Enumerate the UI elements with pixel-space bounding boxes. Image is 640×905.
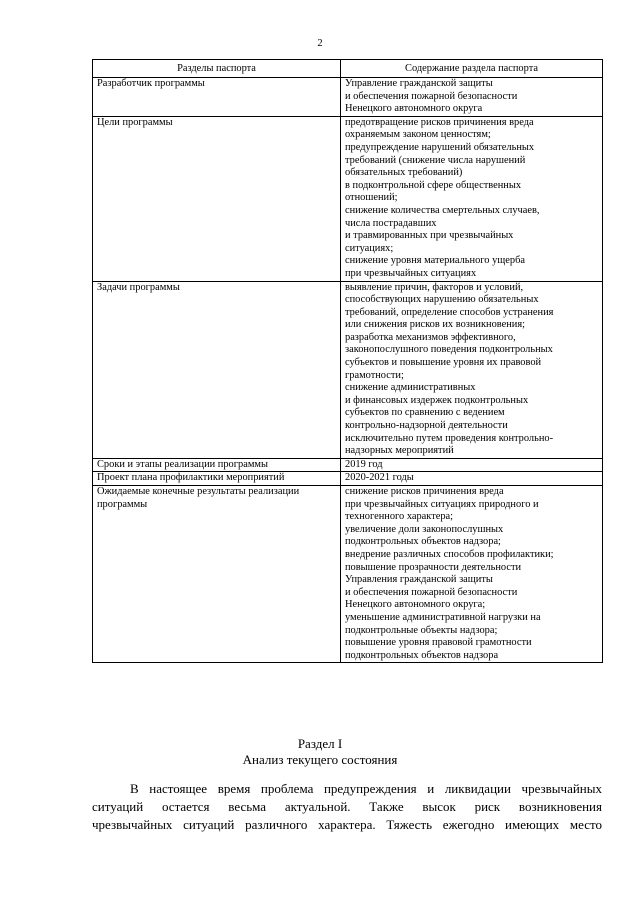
row-content-line: исключительно путем проведения контрольно- — [345, 432, 554, 444]
row-content-line: требований (снижение числа нарушений — [345, 154, 526, 166]
table-row — [93, 78, 603, 117]
body-line: чрезвычайных ситуаций различного характера. Тяжесть ежегодно имеющих место — [92, 817, 602, 832]
row-label-line: Разработчик программы — [97, 78, 205, 89]
row-content-line: снижение уровня материального ущерба — [345, 255, 525, 267]
table-row — [93, 116, 603, 281]
row-content — [341, 486, 603, 663]
row-label — [93, 458, 341, 472]
row-content-line: ситуациях; — [345, 242, 394, 254]
row-content-line: разработка механизмов эффективного, — [345, 331, 516, 343]
row-content — [341, 116, 603, 281]
row-content-line: снижение количества смертельных случаев, — [345, 204, 540, 216]
row-content-line: подконтрольных объектов надзора — [345, 649, 499, 661]
table-row — [93, 472, 603, 486]
row-label-line: Задачи программы — [97, 281, 180, 293]
row-label — [93, 472, 341, 486]
row-content-line: техногенного характера; — [345, 511, 454, 523]
row-content-line: выявление причин, факторов и условий, — [345, 281, 524, 293]
row-content — [341, 281, 603, 458]
row-label — [93, 78, 341, 117]
row-label-line: Ожидаемые конечные результаты реализации — [97, 486, 300, 497]
row-content-line: числа пострадавших — [345, 217, 437, 229]
row-content-line: подконтрольных объектов надзора; — [345, 536, 501, 548]
row-content-line: 2020-2021 годы — [345, 472, 414, 484]
section-number: Раздел I — [297, 736, 343, 751]
row-content-line: и обеспечения пожарной безопасности — [345, 90, 518, 102]
row-content-line: предотвращение рисков причинения вреда — [345, 116, 534, 128]
row-content-line: Ненецкого автономного округа; — [345, 599, 486, 611]
row-label — [93, 281, 341, 458]
row-content-line: законопослушного поведения подконтрольных — [345, 344, 553, 356]
row-content — [341, 472, 603, 486]
row-content-line: Управления гражданской защиты — [345, 574, 493, 586]
page-number: 2 — [317, 38, 323, 49]
row-content — [341, 78, 603, 117]
body-line: ситуаций остается весьма актуальной. Также высок риск возникновения — [92, 799, 602, 814]
body-line: В настоящее время проблема предупреждения и ликвидации чрезвычайных — [130, 781, 602, 796]
row-content-line: и финансовых издержек подконтрольных — [345, 394, 529, 406]
row-label-line: Цели программы — [97, 116, 173, 128]
row-content-line: и травмированных при чрезвычайных — [345, 230, 514, 242]
row-content-line: подконтрольные объекты надзора; — [345, 624, 498, 636]
table-row — [93, 281, 603, 458]
row-content-line: увеличение доли законопослушных — [345, 523, 504, 535]
row-content-line: способствующих нарушению обязательных — [345, 294, 539, 306]
row-content-line: и обеспечения пожарной безопасности — [345, 586, 518, 598]
header-content: Содержание раздела паспорта — [341, 60, 603, 78]
row-label-line: программы — [97, 498, 148, 510]
row-content — [341, 458, 603, 472]
row-content-line: Ненецкого автономного округа — [345, 103, 483, 115]
row-content-line: при чрезвычайных ситуациях — [345, 267, 477, 279]
table-row — [93, 486, 603, 663]
row-content-line: повышение прозрачности деятельности — [345, 561, 522, 573]
row-content-line: обязательных требований) — [345, 167, 463, 179]
row-content-line: при чрезвычайных ситуациях природного и — [345, 498, 539, 510]
table-header-row — [93, 60, 603, 78]
row-label-line: Проект плана профилактики мероприятий — [97, 472, 285, 484]
row-content-line: снижение рисков причинения вреда — [345, 486, 504, 497]
header-sections: Разделы паспорта — [93, 60, 341, 78]
row-content-line: 2019 год — [345, 458, 383, 470]
row-content-line: контрольно-надзорной деятельности — [345, 420, 508, 432]
row-content-line: грамотности; — [345, 369, 404, 381]
passport-table — [92, 59, 603, 663]
row-content-line: субъектов и повышение уровня их правовой — [345, 357, 542, 369]
row-content-line: предупреждение нарушений обязательных — [345, 141, 535, 153]
section-title: Анализ текущего состояния — [242, 752, 398, 767]
row-label-line: Сроки и этапы реализации программы — [97, 458, 268, 470]
row-content-line: охраняемым законом ценностям; — [345, 129, 491, 141]
body-paragraph — [92, 780, 602, 834]
row-content-line: отношений; — [345, 192, 398, 204]
row-content-line: внедрение различных способов профилактики; — [345, 548, 554, 560]
row-content-line: требований, определение способов устранения — [345, 306, 554, 318]
row-content-line: или снижения рисков их возникновения; — [345, 319, 526, 331]
row-content-line: субъектов по сравнению с ведением — [345, 407, 505, 419]
row-content-line: Управление гражданской защиты — [345, 78, 493, 89]
row-label — [93, 116, 341, 281]
row-label — [93, 486, 341, 663]
row-content-line: снижение административных — [345, 382, 476, 394]
row-content-line: надзорных мероприятий — [345, 445, 454, 457]
row-content-line: повышение уровня правовой грамотности — [345, 637, 532, 649]
row-content-line: в подконтрольной сфере общественных — [345, 179, 522, 191]
table-row — [93, 458, 603, 472]
row-content-line: уменьшение административной нагрузки на — [345, 611, 541, 623]
